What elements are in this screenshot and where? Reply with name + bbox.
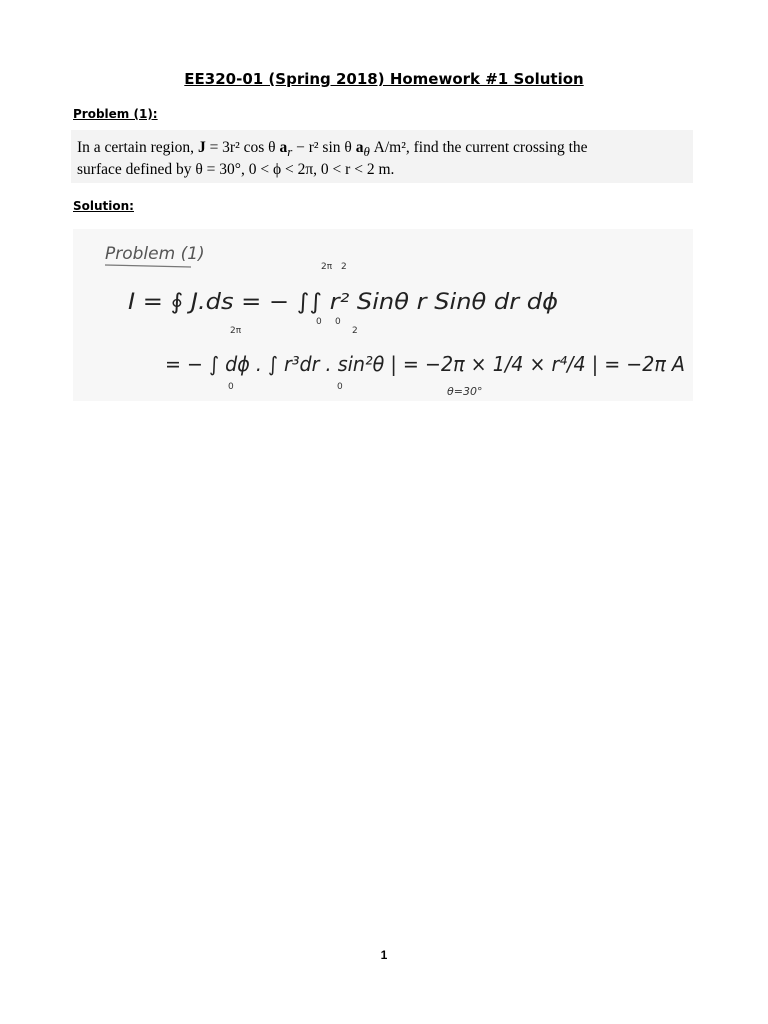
document-title: EE320-01 (Spring 2018) Homework #1 Solution [184, 70, 584, 88]
handwriting-drawing [73, 229, 693, 401]
line2-limit-lower-1: 0 [228, 382, 234, 392]
limit-upper-2: 2 [341, 262, 347, 272]
problem-text: = 3r² cos θ [205, 139, 280, 156]
problem-heading: Problem (1): [73, 107, 158, 121]
limit-lower-2: 0 [335, 317, 341, 327]
problem-text: A/m², find the current crossing the [369, 139, 588, 156]
vector-J: J [197, 139, 206, 156]
problem-line-1 [77, 139, 588, 160]
equation-line-2: = − ∫ dϕ . ∫ r³dr . sin²θ | = −2π × 1/4 × r⁴/4 | = −2π A [165, 352, 685, 376]
equation-line-1: I = ∮ J.ds = − ∫∫ r² Sinθ r Sinθ dr dϕ [128, 290, 558, 315]
problem-text: − r² sin θ [292, 139, 356, 156]
unit-vector-ar: a [279, 139, 288, 156]
unit-vector-atheta: a [355, 139, 364, 156]
line2-limit-upper-1: 2π [230, 326, 242, 336]
solution-heading: Solution: [73, 199, 134, 213]
page-number: 1 [380, 948, 388, 962]
handwritten-heading: Problem (1) [105, 244, 205, 264]
problem-text: In a certain region, [77, 139, 198, 156]
handwritten-solution [73, 229, 693, 401]
subscript-r: r [287, 144, 293, 160]
subscript-theta: θ [363, 144, 370, 160]
limit-upper-1: 2π [321, 262, 333, 272]
problem-statement [71, 130, 693, 183]
line2-limit-upper-2: 2 [352, 326, 358, 336]
problem-line-2: surface defined by θ = 30°, 0 < ϕ < 2π, 0 < r < 2 m. [77, 161, 395, 178]
heading-underline [105, 265, 191, 267]
line2-limit-lower-2: 0 [337, 382, 343, 392]
evaluation-point: θ=30° [447, 385, 483, 398]
limit-lower-1: 0 [316, 317, 322, 327]
